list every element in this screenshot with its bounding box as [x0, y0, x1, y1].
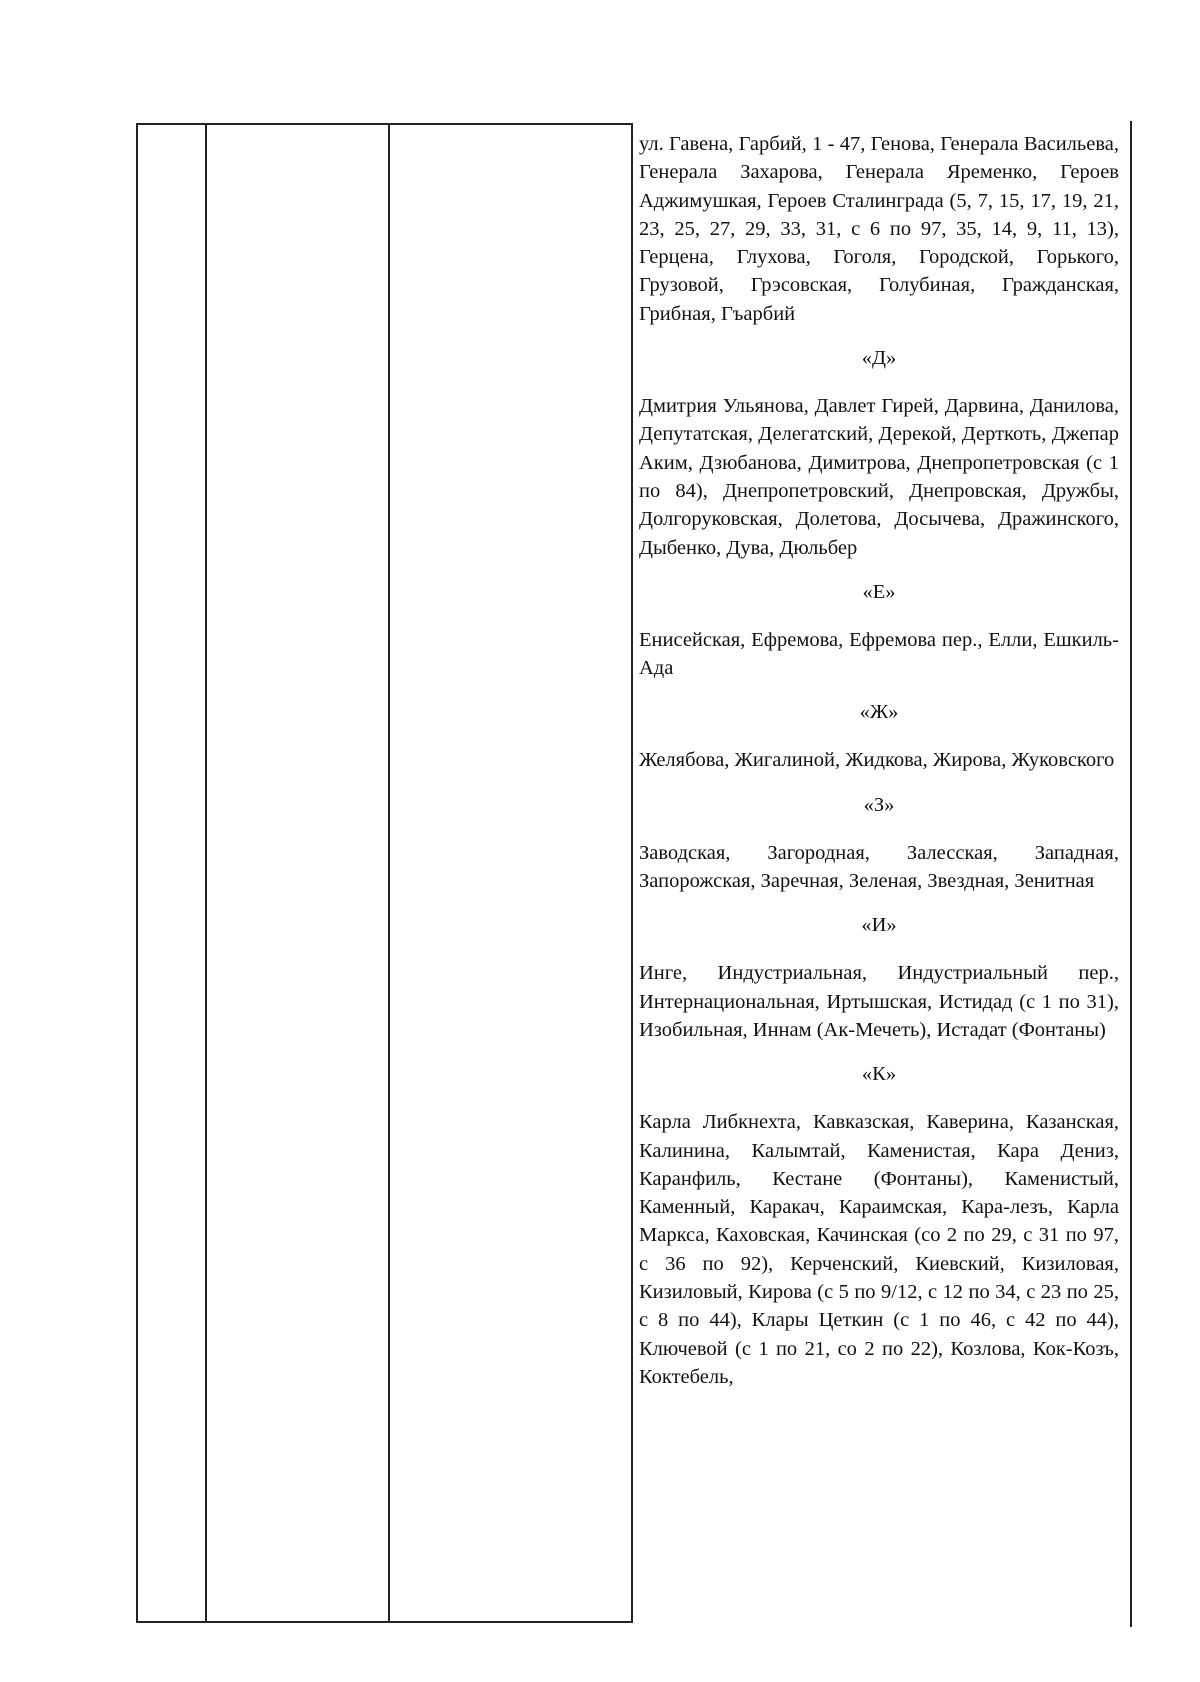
table-right-border — [1130, 121, 1132, 1627]
table-left-border — [136, 123, 138, 1623]
street-list-paragraph-e: Енисейская, Ефремова, Ефремова пер., Елли, Ешкиль-Ада — [639, 628, 1119, 680]
column-divider-3 — [631, 123, 633, 1623]
table-bottom-border — [136, 1621, 633, 1623]
column-divider-1 — [205, 123, 207, 1623]
letter-heading-d: «Д» — [861, 347, 897, 370]
letter-heading-z: «З» — [863, 793, 895, 816]
street-list-cell — [639, 130, 1119, 1391]
column-divider-2 — [388, 123, 390, 1623]
street-list-paragraph-g: ул. Гавена, Гарбий, 1 - 47, Генова, Генерала Васильева, Генерала Захарова, Генерала Яременко, Героев Аджимушкая, Героев Сталинграда (5, 7, 15, 17, 19, 21, 23, 25, 27, 29, 33, 31, с 6 по 97, 35, 14, 9, 11, 13), Герцена, Глухова, Гоголя, Городской, Горького, Грузовой, Грэсовская, Голубиная, Гражданская, Грибная, Гъарбий — [639, 133, 1119, 325]
table-top-border — [136, 123, 633, 125]
letter-heading-k: «К» — [861, 1063, 897, 1086]
letter-heading-e: «Е» — [862, 580, 896, 603]
street-list-paragraph-zh: Желябова, Жигалиной, Жидкова, Жирова, Жуковского — [639, 749, 1115, 772]
street-list-paragraph-k: Карла Либкнехта, Кавказская, Каверина, Казанская, Калинина, Калымтай, Каменистая, Кара Дениз, Каранфиль, Кестане (Фонтаны), Каменистый, Каменный, Каракач, Караимская, Кара-лезъ, Карла Маркса, Каховская, Качинская (со 2 по 29, с 31 по 97, с 36 по 92), Керченский, Киевский, Кизиловая, Кизиловый, Кирова (с 5 по 9/12, с 12 по 34, с 23 по 25, с 8 по 44), Клары Цеткин (с 1 по 46, с 42 по 44), Ключевой (с 1 по 21, со 2 по 22), Козлова, Кок-Козъ, Коктебель, — [639, 1111, 1119, 1388]
letter-heading-i: «И» — [861, 914, 897, 937]
street-list-paragraph-d: Дмитрия Ульянова, Давлет Гирей, Дарвина, Данилова, Депутатская, Делегатский, Дерекой, Дерткоть, Джепар Аким, Дзюбанова, Димитрова, Днепропетровская (с 1 по 84), Днепропетровский, Днепровская, Дружбы, Долгоруковская, Долетова, Досычева, Дражинского, Дыбенко, Дува, Дюльбер — [639, 395, 1119, 559]
street-list-paragraph-i: Инге, Индустриальная, Индустриальный пер., Интернациональная, Иртышская, Истидад (с 1 по 31), Изобильная, Иннам (Ак-Мечеть), Истадат (Фонтаны) — [639, 962, 1119, 1041]
street-list-paragraph-z: Заводская, Загородная, Залесская, Западная, Запорожская, Заречная, Зеленая, Звездная, Зенитная — [639, 841, 1119, 893]
letter-heading-zh: «Ж» — [859, 701, 899, 724]
